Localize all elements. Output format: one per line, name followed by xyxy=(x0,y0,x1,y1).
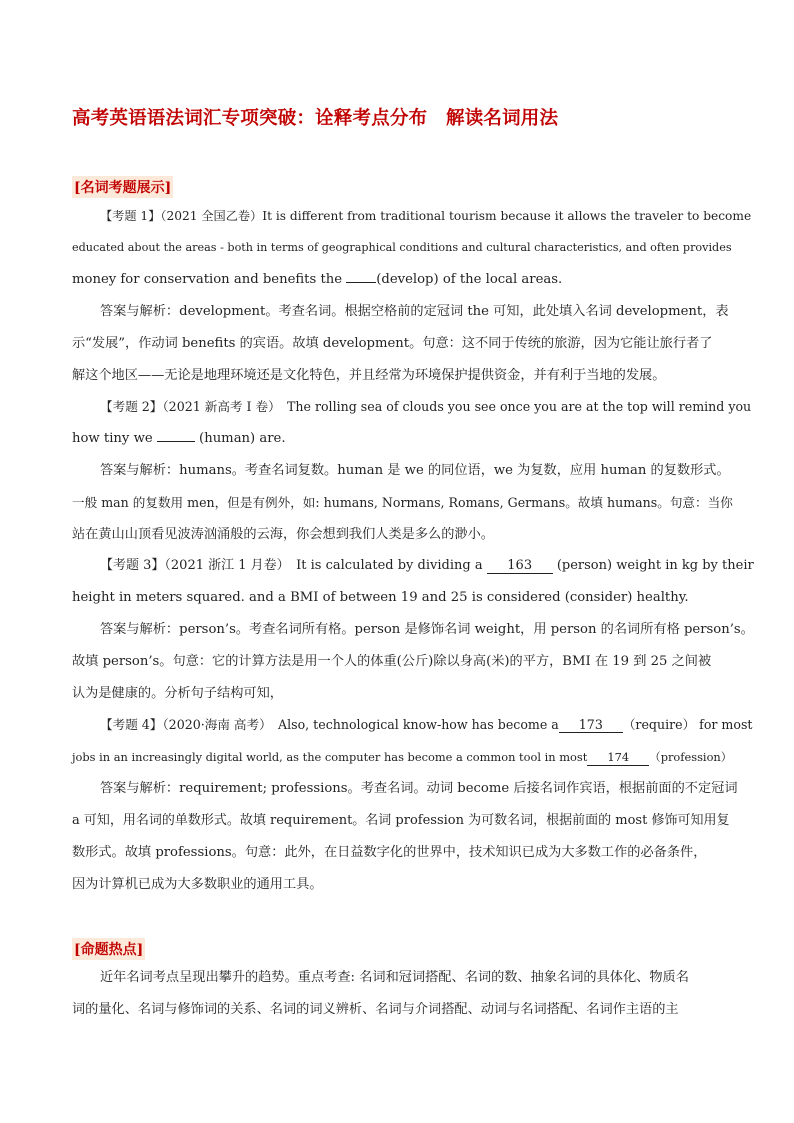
q3-line-1-post: (person) weight in kg by their xyxy=(552,558,754,573)
section-heading-examples: [名词考题展示] xyxy=(72,176,173,198)
q4-answer-line-1: 答案与解析：requirement; professions。考查名词。动词 become 后接名词作宾语，根据前面的不定冠词 xyxy=(100,781,738,796)
q4-line-1 xyxy=(100,715,760,735)
q4-line-2 xyxy=(72,747,732,767)
q3-answer-line-1: 答案与解析：person’s。考查名词所有格。person 是修饰名词 weight，用 person 的名词所有格 person’s。 xyxy=(100,622,754,637)
q3-answer-line-2: 故填 person’s。句意：它的计算方法是用一个人的体重(公斤)除以身高(米)的平方，BMI 在 19 到 25 之间被 xyxy=(72,654,712,669)
q2-line-1: 【考题 2】（2021 新高考 I 卷） The rolling sea of clouds you see once you are at the top will remind you xyxy=(100,399,752,414)
q2-line-2-post: (human) are. xyxy=(194,431,286,446)
q4-line-2-pre: jobs in an increasingly digital world, as the computer has become a common tool in most xyxy=(72,750,588,764)
q2-answer-line-3: 站在黄山山顶看见波涛汹涌般的云海，你会想到我们人类是多么的渺小。 xyxy=(72,527,494,542)
q4-answer-blank-173: 173 xyxy=(559,717,623,733)
q4-answer-blank-174: 174 xyxy=(587,750,649,766)
q4-answer-line-4: 因为计算机已成为大多数职业的通用工具。 xyxy=(72,877,323,892)
q4-answer-line-2: a 可知，用名词的单数形式。故填 requirement。名词 profession 为可数名词，根据前面的 most 修饰可知用复 xyxy=(72,813,730,828)
q2-answer-blank xyxy=(157,441,195,442)
q1-line-3-post: (develop) of the local areas. xyxy=(376,272,563,287)
q2-line-2-pre: how tiny we xyxy=(72,431,157,446)
q1-answer-line-1: 答案与解析：development。考查名词。根据空格前的定冠词 the 可知，此处填入名词 development，表 xyxy=(100,304,729,319)
q4-answer-line-3: 数形式。故填 professions。句意：此外，在日益数字化的世界中，技术知识已成为大多数工作的必备条件， xyxy=(72,845,707,860)
q1-answer-blank xyxy=(346,282,376,283)
q3-line-2: height in meters squared. and a BMI of between 19 and 25 is considered (consider) healthy. xyxy=(72,590,689,605)
q1-line-2: educated about the areas - both in terms of geographical conditions and cultural characteristics, and often provides xyxy=(72,241,732,254)
q3-answer-line-3: 认为是健康的。分析句子结构可知， xyxy=(72,686,283,701)
q4-line-1-post: （require） for most xyxy=(622,717,753,732)
hot-topics-line-1: 近年名词考点呈现出攀升的趋势。重点考查: 名词和冠词搭配、名词的数、抽象名词的具体化、物质名 xyxy=(100,970,689,985)
q1-line-3 xyxy=(72,270,732,290)
q4-line-2-post: （profession） xyxy=(649,750,733,764)
q1-line-1: 【考题 1】（2021 全国乙卷）It is different from traditional tourism because it allows the traveler to become xyxy=(100,209,752,223)
q1-answer-line-3: 解这个地区——无论是地理环境还是文化特色，并且经常为环境保护提供资金，并有利于当地的发展。 xyxy=(72,368,666,383)
q3-answer-blank: 163 xyxy=(487,558,553,574)
q4-line-1-pre: 【考题 4】（2020·海南 高考） Also, technological know-how has become a xyxy=(100,717,559,732)
q2-answer-line-2: 一般 man 的复数用 men，但是有例外，如: humans, Normans, Romans, Germans。故填 humans。句意：当你 xyxy=(72,495,733,510)
q2-line-2 xyxy=(72,429,732,449)
document-title: 高考英语语法词汇专项突破：诠释考点分布 解读名词用法 xyxy=(72,108,559,129)
q3-line-1 xyxy=(100,556,760,576)
q3-line-1-pre: 【考题 3】（2021 浙江 1 月卷） It is calculated by dividing a xyxy=(100,558,487,573)
q2-answer-line-1: 答案与解析：humans。考查名词复数。human 是 we 的同位语，we 为复数，应用 human 的复数形式。 xyxy=(100,463,730,478)
q1-line-3-pre: money for conservation and benefits the xyxy=(72,272,347,287)
section-heading-hot-topics: [命题热点] xyxy=(72,938,145,960)
q1-answer-line-2: 示“发展”，作动词 benefits 的宾语。故填 development。句意：这不同于传统的旅游，因为它能让旅行者了 xyxy=(72,336,713,351)
hot-topics-line-2: 词的量化、名词与修饰词的关系、名词的词义辨析、名词与介词搭配、动词与名词搭配、名词作主语的主 xyxy=(72,1002,679,1017)
